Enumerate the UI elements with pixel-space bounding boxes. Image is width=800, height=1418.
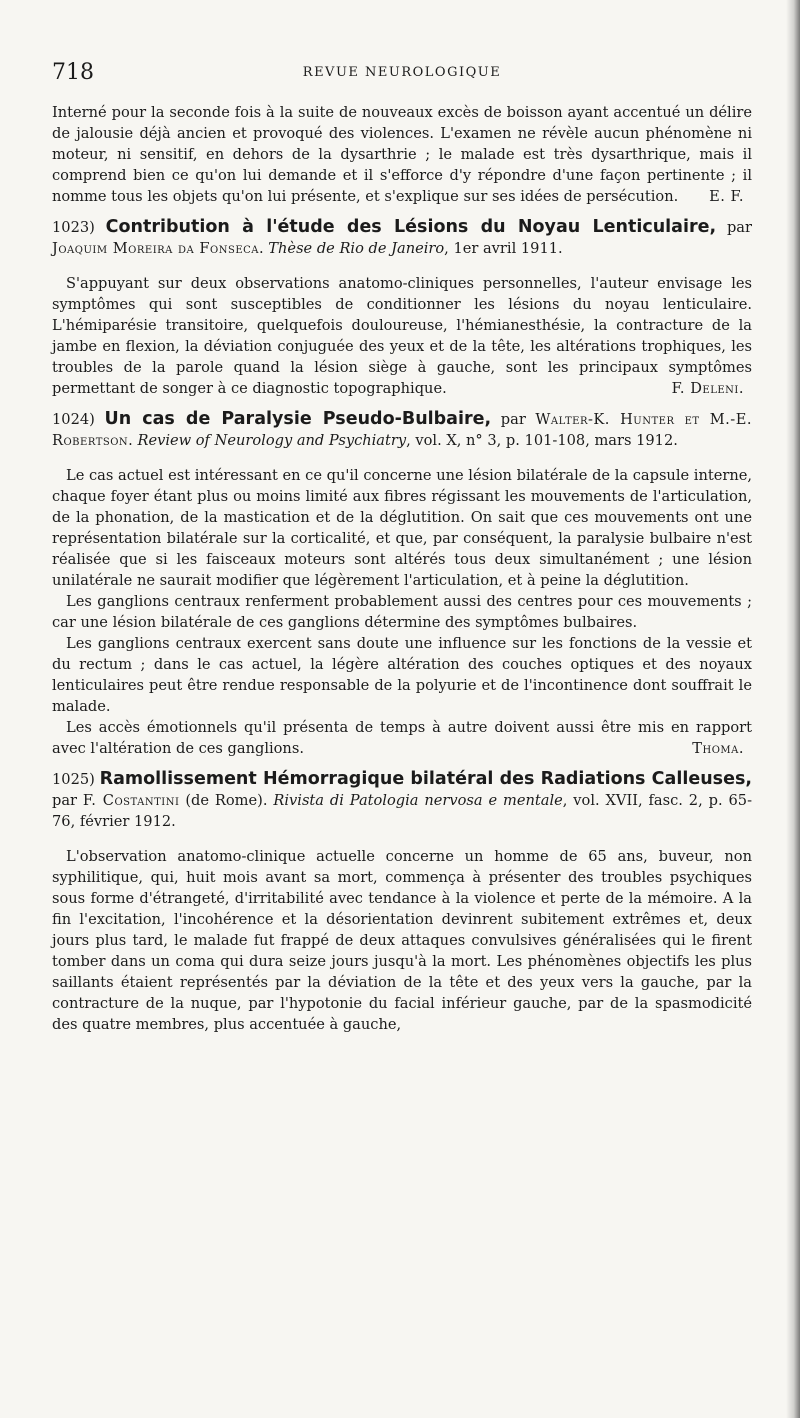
citation-separator: . <box>259 240 269 257</box>
entry-heading <box>52 409 752 451</box>
signature: Thoma. <box>692 740 744 757</box>
citation-prefix: par <box>52 792 83 809</box>
citation-tail: , vol. XVII, fasc. 2, p. 65-76, février 1912. <box>52 792 752 830</box>
citation-prefix: par <box>491 411 536 428</box>
page-header <box>52 60 752 88</box>
entry-source: Review of Neurology and Psychiatry <box>137 432 407 449</box>
page-edge-shadow <box>786 0 800 1418</box>
citation-prefix: par <box>716 219 752 236</box>
entry-author: Walter-K. Hunter et M.-E. Robertson <box>52 411 753 449</box>
entry-source: Rivista di Patologia nervosa e mentale <box>273 792 563 809</box>
citation-tail: , vol. X, n° 3, p. 101-108, mars 1912. <box>406 432 678 449</box>
intro-text: Interné pour la seconde fois à la suite de nouveaux excès de boisson ayant accentué un délire de jalousie déjà ancien et provoqué des violences. L'examen ne révèle aucun phénomène ni moteur, ni sensitif, en dehors de la dysarthrie ; le malade est très dysarthrique, mais il comprend bien ce qu'on lui demande et il s'efforce d'y répondre d'une façon pertinente ; il nomme tous les objets qu'on lui présente, et s'explique sur ses idées de persécution. <box>52 104 752 205</box>
citation-separator: . <box>128 432 138 449</box>
entry-title: Ramollissement Hémorragique bilatéral des Radiations Calleuses, <box>99 769 753 789</box>
entry-author: F. Costantini <box>82 792 180 809</box>
entry-paragraph <box>52 273 752 399</box>
signature: E. F. <box>709 188 744 205</box>
abstract-entry <box>52 409 752 759</box>
entry-title: Contribution à l'étude des Lésions du Noyau Lenticulaire, <box>105 217 717 237</box>
citation-tail: , 1er avril 1911. <box>444 240 563 257</box>
citation-separator: (de Rome). <box>179 792 274 809</box>
text-block <box>52 102 752 1035</box>
paragraph-text: S'appuyant sur deux observations anatomo-cliniques personnelles, l'auteur envisage les symptômes qui sont susceptibles de conditionner les lésions du noyau lenticulaire. L'hémiparésie transitoire, quelquefois douloureuse, l'hémianesthésie, la contracture de la jambe en flexion, la déviation conjuguée des yeux et de la tête, les altérations trophiques, les troubles de la parole quand la lésion siège à gauche, sont les principaux symptômes permettant de songer à ce diagnostic topographique. <box>52 275 752 397</box>
entry-heading <box>52 769 752 832</box>
entry-heading <box>52 217 752 259</box>
entry-paragraph: Le cas actuel est intéressant en ce qu'il concerne une lésion bilatérale de la capsule interne, chaque foyer étant plus ou moins limité aux fibres régissant les mouvements de l'articulation, de la phonation, de la mastication et de la déglutition. On sait que ces mouvements ont une représentation bilatérale sur la corticalité, et que, par conséquent, la paralysie bulbaire n'est réalisée que si les faisceaux moteurs sont altérés tous deux simultanément ; une lésion unilatérale ne saurait modifier que légèrement l'articulation, et à peine la déglutition. <box>52 467 752 589</box>
entry-number: 1025) <box>52 771 95 788</box>
entry-paragraph <box>52 717 752 759</box>
abstract-entry <box>52 769 752 1035</box>
entry-source: Thèse de Rio de Janeiro <box>268 240 445 257</box>
entry-number: 1023) <box>52 219 95 236</box>
entry-title: Un cas de Paralysie Pseudo-Bulbaire, <box>104 409 492 429</box>
running-head: REVUE NEUROLOGIQUE <box>302 65 502 80</box>
signature: F. Deleni. <box>671 380 744 397</box>
entry-paragraph: Les ganglions centraux renferment probablement aussi des centres pour ces mouvements ; car une lésion bilatérale de ces ganglions détermine des symptômes bulbaires. <box>52 593 752 631</box>
paragraph-text: Les accès émotionnels qu'il présenta de temps à autre doivent aussi être mis en rapport avec l'altération de ces ganglions. <box>52 719 752 757</box>
entry-author: Joaquim Moreira da Fonseca <box>52 240 260 257</box>
entry-paragraph: Les ganglions centraux exercent sans doute une influence sur les fonctions de la vessie et du rectum ; dans le cas actuel, la légère altération des couches optiques et des noyaux lenticulaires peut être rendue responsable de la polyurie et de l'incontinence dont souffrait le malade. <box>52 635 752 715</box>
entry-number: 1024) <box>52 411 95 428</box>
page-number: 718 <box>52 60 94 85</box>
intro-paragraph <box>52 102 752 207</box>
abstract-entry <box>52 217 752 399</box>
entry-paragraph: L'observation anatomo-clinique actuelle concerne un homme de 65 ans, buveur, non syphilitique, qui, huit mois avant sa mort, commença à présenter des troubles psychiques sous forme d'étrangeté, d'irritabilité avec tendance à la violence et perte de la mémoire. A la fin l'excitation, l'incohérence et la désorientation devinrent subitement extrêmes et, deux jours plus tard, le malade fut frappé de deux attaques convulsives généralisées qui le firent tomber dans un coma qui dura seize jours jusqu'à la mort. Les phénomènes objectifs les plus saillants étaient représentés par la déviation de la tête et des yeux vers la gauche, par la contracture de la nuque, par l'hypotonie du facial inférieur gauche, par de la spasmodicité des quatre membres, plus accentuée à gauche, <box>52 848 752 1033</box>
